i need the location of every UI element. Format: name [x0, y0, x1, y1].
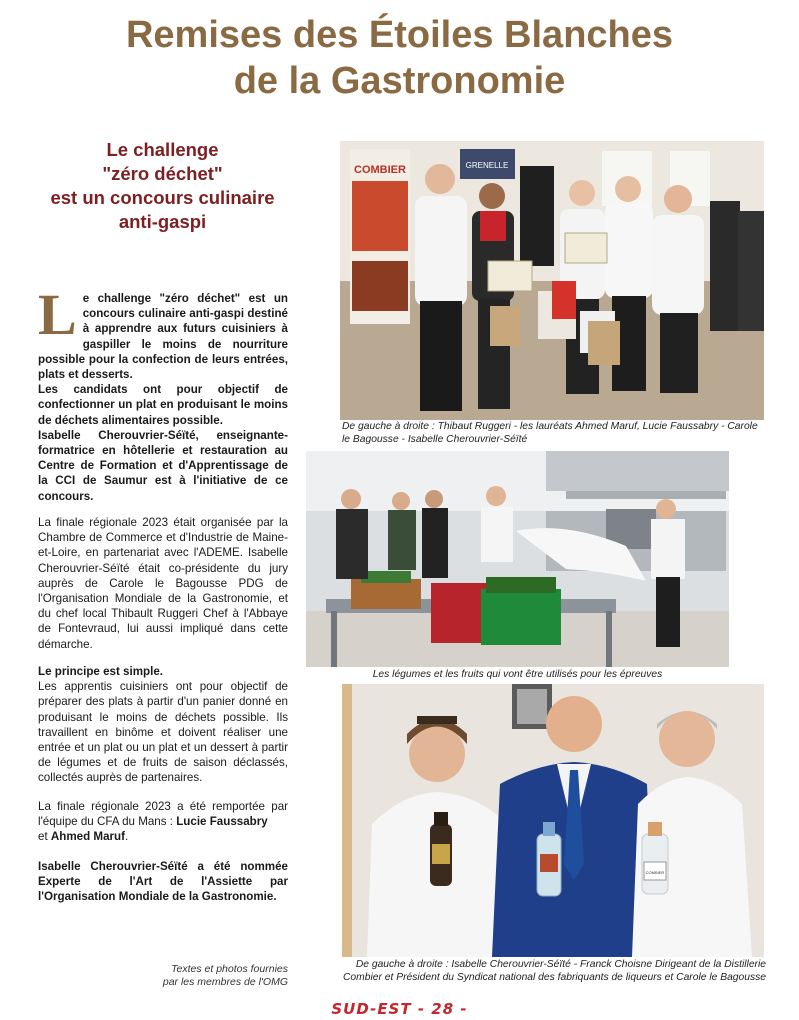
banner-text-grenelle: GRENELLE: [465, 161, 509, 170]
body-paragraph-4-text: Isabelle Cherouvrier-Séïté a été nommée Experte de l'Art de l'Assiette par l'Organisation Mondiale de la Gastronomie.: [38, 860, 288, 904]
intro-paragraph-3: Isabelle Cherouvrier-Séïté, enseignante-formatrice en hôtellerie et restauration au Centre de Formation et d'Apprentissage de la CCI de Saumur est à l'initiative de ce concours.: [38, 428, 288, 503]
photo-three-people-bottles: [342, 684, 764, 957]
body-paragraph-2-text: Les apprentis cuisiniers ont pour objectif de préparer des plats à partir d'un panier donné en produisant le moins de déchets possible. Ils travaillent en binôme et doivent réaliser une entrée et un plat ou un plat et un dessert à partir de légumes et de fruits de saison déclassés, collectés auprès de partenaires.: [38, 680, 288, 785]
page-number: - 28 -: [417, 1000, 468, 1018]
credits-line-2: par les membres de l'OMG: [162, 976, 288, 988]
bottle-label-combier: COMBIER: [645, 870, 665, 875]
red-crate: [431, 583, 486, 643]
page-footer: [0, 1000, 799, 1018]
winners-end: .: [124, 830, 129, 844]
body-paragraph-3-text: [38, 799, 288, 845]
credits-line-1: Textes et photos fournies: [171, 963, 288, 975]
body-paragraph-1-text: La finale régionale 2023 était organisée par la Chambre de Commerce et d'Industrie de Maine-et-Loire, en partenariat avec l'ADEME. Isabelle Cherouvrier-Séïté était co-présidente du jury auprès de Carole le Bagousse PDG de l'Organisation Mondiale de la Gastronomie, et du chef local Thibault Ruggeri Chef à l'Abbaye de Fontevraud, lui aussi impliqué dans cette démarche.: [38, 516, 288, 651]
person-laureate-1: [472, 183, 514, 409]
page-title-line-2: de la Gastronomie: [233, 60, 566, 102]
banner-text-combier: COMBIER: [354, 164, 406, 176]
subtitle-line-3: est un concours culinaire: [50, 187, 275, 208]
intro-paragraph-2: Les candidats ont pour objectif de confectionner un plat en produisant le moins de déchets alimentaires possible.: [38, 383, 288, 427]
subtitle-line-2: "zéro déchet": [102, 163, 223, 184]
body-paragraph-2-heading: Le principe est simple.: [38, 665, 163, 678]
subtitle-line-1: Le challenge: [106, 139, 219, 160]
person-chef-right: [651, 499, 685, 647]
photo-kitchen-vegetables: [306, 451, 729, 667]
person-chef-1: [415, 164, 467, 411]
page-title-line-1: Remises des Étoiles Blanches: [125, 14, 674, 56]
caption-photo-laureates: De gauche à droite : Thibaut Ruggeri - les lauréats Ahmed Maruf, Lucie Faussabry - Carole le Bagousse - Isabelle Cherouvrier-Séïté: [342, 421, 758, 445]
body-paragraph-2: [38, 664, 288, 786]
photo-credits: [120, 963, 288, 989]
intro-text: [38, 282, 288, 504]
page-title: [0, 12, 799, 104]
winners-conjunction: et: [38, 830, 51, 844]
winners-intro: La finale régionale 2023 a été remportée par l'équipe du CFA du Mans :: [38, 800, 288, 829]
drop-cap: L: [38, 282, 77, 347]
winner-name-1: Lucie Faussabry: [176, 815, 268, 829]
subtitle-line-4: anti-gaspi: [118, 211, 207, 232]
photo-laureates: [340, 141, 764, 420]
body-paragraph-4: [38, 859, 288, 905]
intro-paragraph-1: e challenge "zéro déchet" est un concours culinaire anti-gaspi destiné à apprendre aux futurs cuisiniers à gaspiller le moins de nourriture possible pour la confection de leurs entrées, plats et desserts.: [38, 292, 288, 382]
winner-name-2: Ahmed Maruf: [50, 830, 125, 844]
caption-photo-bottles: De gauche à droite : Isabelle Cherouvrier-Séïté - Franck Choisne Dirigeant de la Distillerie Combier et Président du Syndicat national des fabriquants de liqueurs et Carole le Bagousse: [343, 959, 766, 983]
magazine-name: SUD-EST: [331, 1000, 412, 1018]
body-paragraph-3: [38, 799, 288, 845]
body-paragraph-1: [38, 515, 288, 652]
green-crate: [481, 589, 561, 645]
article-subtitle: [30, 138, 295, 234]
caption-photo-kitchen: Les légumes et les fruits qui vont être utilisés pour les épreuves: [372, 669, 663, 680]
